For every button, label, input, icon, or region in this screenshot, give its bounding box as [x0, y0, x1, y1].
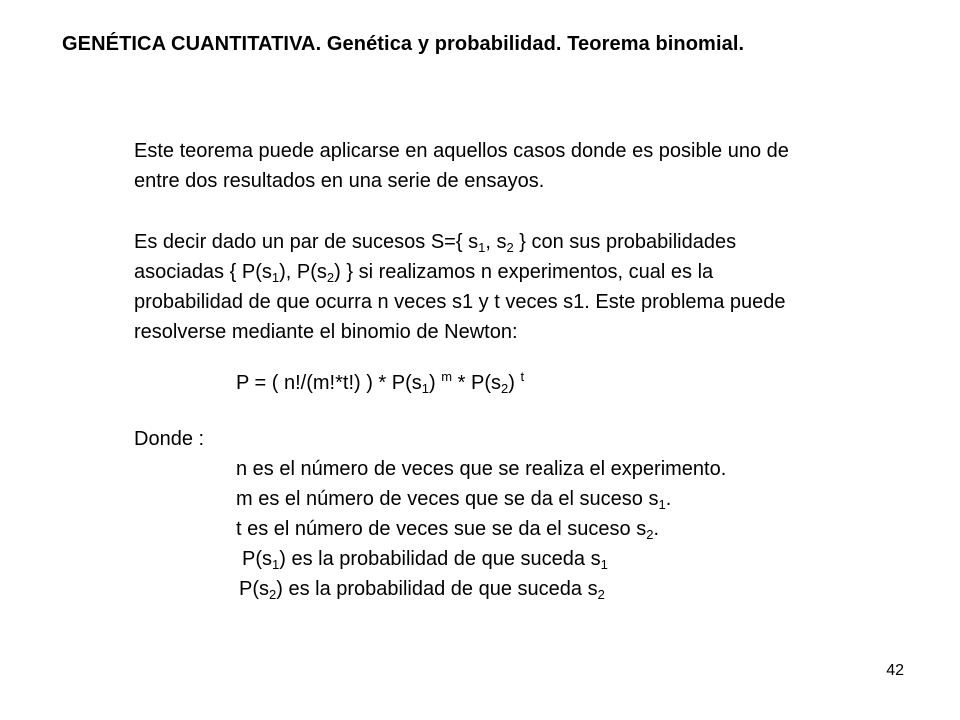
subscript: 1	[600, 557, 608, 572]
variable-definitions	[236, 454, 726, 604]
definition-p-s1	[236, 544, 726, 574]
text-segment: ), P(s	[279, 261, 327, 283]
text-segment: P(s	[242, 548, 272, 570]
subscript: 1	[478, 240, 486, 255]
donde-label: Donde :	[134, 428, 205, 450]
text-segment: m es el número de veces que se da el suceso s	[236, 488, 659, 510]
paragraph-definition-line-3: probabilidad de que ocurra n veces s1 y t veces s1. Este problema puede	[134, 291, 786, 313]
definition-n: n es el número de veces que se realiza el experimento.	[236, 458, 727, 480]
page-number: 42	[886, 662, 904, 679]
paragraph-definition-line-1	[134, 227, 934, 257]
text-segment: t es el número de veces sue se da el suceso s	[236, 518, 647, 540]
text-segment: ) es la probabilidad de que suceda s	[279, 548, 601, 570]
paragraph-definition-line-4: resolverse mediante el binomio de Newton:	[134, 321, 518, 343]
slide-title: GENÉTICA CUANTITATIVA. Genética y probabilidad. Teorema binomial.	[62, 33, 745, 55]
formula-segment: )	[429, 372, 442, 394]
paragraph-definition-line-2	[134, 257, 934, 287]
subscript: 2	[597, 587, 605, 602]
subscript: 1	[658, 497, 666, 512]
text-segment: Es decir dado un par de sucesos S={ s	[134, 231, 479, 253]
definition-m	[236, 484, 726, 514]
subscript: 2	[646, 527, 654, 542]
subscript: 1	[421, 381, 430, 396]
text-segment: .	[653, 518, 660, 540]
text-segment: ) es la probabilidad de que suceda s	[276, 578, 598, 600]
binomial-formula	[236, 368, 524, 398]
formula-segment: )	[508, 372, 521, 394]
text-segment: P(s	[239, 578, 269, 600]
paragraph-intro	[134, 136, 934, 196]
formula-segment: * P(s	[452, 372, 501, 394]
subscript: 2	[269, 587, 277, 602]
text-segment: .	[665, 488, 672, 510]
paragraph-intro-line-2: entre dos resultados en una serie de ensayos.	[134, 170, 545, 192]
formula-segment: P = ( n!/(m!*t!) ) * P(s	[236, 372, 422, 394]
subscript: 2	[506, 240, 514, 255]
subscript: 2	[326, 270, 335, 285]
paragraph-intro-line-1: Este teorema puede aplicarse en aquellos casos donde es posible uno de	[134, 140, 789, 162]
paragraph-definition	[134, 227, 934, 347]
text-segment: } con sus probabilidades	[513, 231, 737, 253]
subscript: 2	[500, 381, 509, 396]
text-segment: ) } si realizamos n experimentos, cual es la	[334, 261, 714, 283]
superscript: t	[520, 369, 525, 384]
subscript: 1	[272, 557, 280, 572]
definition-t	[236, 514, 726, 544]
superscript: m	[441, 369, 453, 384]
text-segment: asociadas { P(s	[134, 261, 272, 283]
definition-p-s2	[236, 574, 726, 604]
subscript: 1	[271, 270, 280, 285]
text-segment: , s	[485, 231, 507, 253]
